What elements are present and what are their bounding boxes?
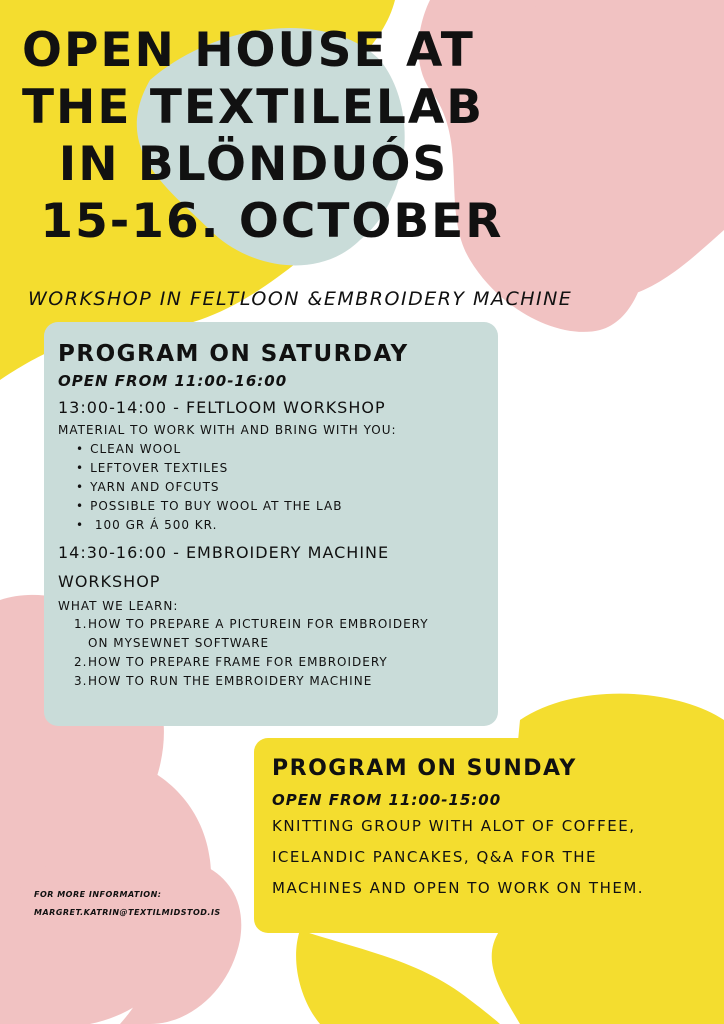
title-line-3: IN BLÖNDUÓS [22, 137, 449, 192]
list-item [74, 615, 488, 653]
step-text: HOW TO PREPARE FRAME FOR EMBROIDERY [88, 655, 388, 669]
contact-label: FOR MORE INFORMATION: [34, 890, 162, 899]
saturday-slot-feltloom: 13:00-14:00 - FELTLOOM WORKSHOP [58, 398, 386, 417]
sunday-line-3: MACHINES AND OPEN TO WORK ON THEM. [272, 879, 645, 897]
list-item: • LEFTOVER TEXTILES [76, 459, 488, 478]
title-line-4: 15-16. OCTOBER [22, 194, 504, 249]
saturday-heading: PROGRAM ON SATURDAY [58, 341, 409, 367]
learn-label: WHAT WE LEARN: [58, 599, 179, 613]
step-text-cont: ON MYSEWNET SOFTWARE [88, 636, 270, 650]
materials-list [76, 440, 488, 535]
list-item: • CLEAN WOOL [76, 440, 488, 459]
saturday-open-hours: OPEN FROM 11:00-16:00 [58, 372, 288, 390]
title-line-1: OPEN HOUSE AT [22, 23, 475, 78]
list-item: • YARN AND OFCUTS [76, 478, 488, 497]
sunday-description [272, 811, 702, 904]
saturday-slot-embroidery: 14:30-16:00 - EMBROIDERY MACHINE [58, 543, 390, 562]
list-item [74, 653, 488, 672]
material-label: MATERIAL TO WORK WITH AND BRING WITH YOU: [58, 423, 397, 437]
contact-info [34, 886, 221, 922]
saturday-slot-embroidery-cont: WORKSHOP [58, 572, 161, 591]
sunday-line-2: ICELANDIC PANCAKES, Q&A FOR THE [272, 848, 598, 866]
list-item: • POSSIBLE TO BUY WOOL AT THE LAB [76, 497, 488, 516]
sunday-heading: PROGRAM ON SUNDAY [272, 756, 577, 781]
sunday-program-panel [254, 738, 710, 933]
step-text: HOW TO PREPARE A PICTUREIN FOR EMBROIDERY [88, 617, 429, 631]
saturday-program-panel [44, 322, 498, 726]
poster-title [22, 22, 503, 250]
step-number: 3. [74, 674, 88, 688]
title-line-2: THE TEXTILELAB [22, 80, 485, 135]
learn-list [74, 615, 488, 691]
sunday-line-1: KNITTING GROUP WITH ALOT OF COFFEE, [272, 817, 636, 835]
step-number: 2. [74, 655, 88, 669]
list-item: • 100 GR Á 500 KR. [76, 516, 488, 535]
list-item [74, 672, 488, 691]
step-text: HOW TO RUN THE EMBROIDERY MACHINE [88, 674, 373, 688]
contact-email[interactable]: MARGRET.KATRIN@TEXTILMIDSTOD.IS [34, 908, 221, 917]
sunday-open-hours: OPEN FROM 11:00-15:00 [272, 791, 502, 809]
step-number: 1. [74, 617, 88, 631]
poster-subtitle: WORKSHOP IN FELTLOON &EMBROIDERY MACHINE [28, 288, 573, 310]
